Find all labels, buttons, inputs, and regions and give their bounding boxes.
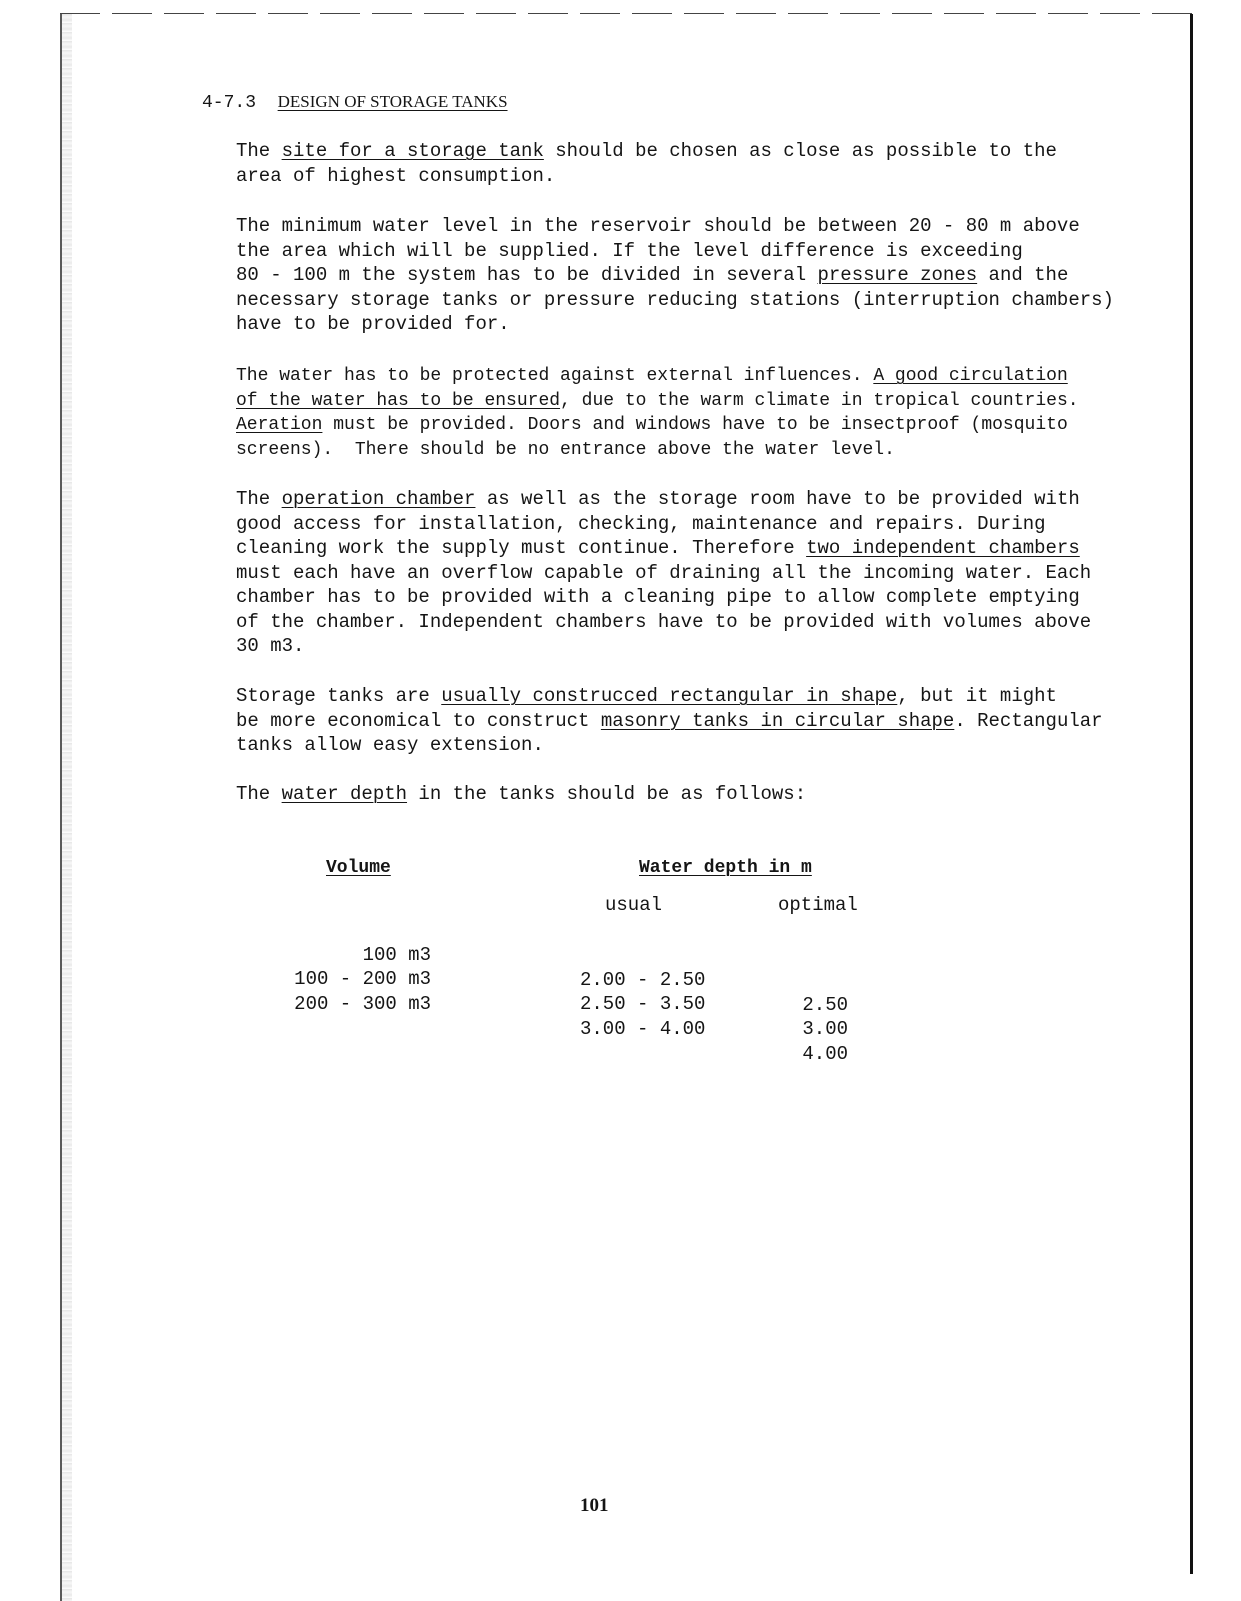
underlined-text: pressure zones (817, 264, 978, 286)
paragraph-operation-chamber (236, 487, 1156, 659)
underlined-text: Aeration (236, 415, 323, 435)
table-cell-volume: 100 - 200 m3 (294, 968, 431, 990)
text-run: , due to the warm climate in tropical countries. (560, 390, 1079, 411)
underlined-text: water depth (281, 783, 408, 805)
text-run: of the chamber. Independent chambers have to be provided with volumes above (236, 610, 1092, 633)
underlined-text: operation chamber (281, 488, 476, 510)
text-run: The (236, 488, 282, 510)
table-cell-optimal: 4.00 (802, 1043, 848, 1065)
text-run: necessary storage tanks or pressure reducing stations (interruption chambers) (236, 288, 1114, 311)
underlined-text: A good circulation (873, 366, 1068, 386)
text-run: chamber has to be provided with a cleaning pipe to allow complete emptying (236, 586, 1080, 608)
page-number: 101 (580, 1495, 609, 1516)
text-run: and the (977, 264, 1069, 286)
paragraph-protection (236, 364, 1156, 462)
section-title: DESIGN OF STORAGE TANKS (277, 92, 508, 111)
text-run: tanks allow easy extension. (236, 734, 544, 756)
text-run: The (236, 140, 282, 162)
text-run: 30 m3. (236, 635, 305, 657)
table-header-volume: Volume (326, 858, 391, 878)
paragraph-water-level (236, 214, 1156, 337)
underlined-text: masonry tanks in circular shape (600, 709, 955, 732)
text-run: The minimum water level in the reservoir should be between 20 - 80 m above (236, 215, 1080, 237)
table-cell-optimal: 2.50 (802, 994, 848, 1016)
section-number: 4-7.3 (202, 93, 257, 113)
section-heading (202, 90, 508, 115)
paragraph-site (236, 139, 1156, 188)
text-run: as well as the storage room have to be provided with (475, 488, 1080, 510)
text-run: . Rectangular (954, 709, 1103, 732)
text-run: Storage tanks are (236, 685, 442, 707)
scan-right-border (1190, 14, 1193, 1574)
table-cell-volume: 100 m3 (362, 944, 431, 966)
table-subheader-usual: usual (605, 894, 663, 916)
text-run: screens). There should be no entrance above the water level. (236, 439, 895, 460)
text-run: the area which will be supplied. If the level difference is exceeding (236, 239, 1023, 262)
underlined-text: two independent chambers (806, 537, 1080, 559)
table-cell-usual: 2.00 - 2.50 (580, 969, 706, 991)
text-run: 80 - 100 m the system has to be divided in several (236, 264, 818, 286)
underlined-text: site for a storage tank (281, 140, 544, 162)
scan-left-border (60, 14, 62, 1601)
paragraph-tank-shape (236, 684, 1156, 758)
scan-top-border (60, 13, 1192, 14)
table-cell-usual: 2.50 - 3.50 (580, 993, 706, 1015)
text-run: have to be provided for. (236, 313, 510, 335)
text-run: area of highest consumption. (236, 164, 556, 187)
table-cell-optimal: 3.00 (802, 1018, 848, 1040)
table-header-water-depth: Water depth in m (639, 858, 812, 878)
text-run: must be provided. Doors and windows have to be insectproof (mosquito (322, 415, 1068, 435)
text-run: in the tanks should be as follows: (407, 783, 807, 805)
table-cell-volume: 200 - 300 m3 (294, 993, 431, 1015)
underlined-text: usually construcced rectangular in shape (441, 685, 898, 707)
text-run: The water has to be protected against external influences. (236, 366, 874, 386)
table-cell-usual: 3.00 - 4.00 (580, 1018, 706, 1040)
text-run: good access for installation, checking, maintenance and repairs. During (236, 512, 1046, 535)
text-run: , but it might (897, 685, 1057, 707)
paragraph-water-depth (236, 782, 1156, 807)
text-run: cleaning work the supply must continue. Therefore (236, 537, 807, 559)
underlined-text: of the water has to be ensured (236, 390, 561, 411)
text-run: be more economical to construct (236, 709, 601, 732)
text-run: must each have an overflow capable of draining all the incoming water. Each (236, 561, 1092, 584)
table-subheader-optimal: optimal (778, 894, 858, 916)
text-run: The (236, 783, 282, 805)
text-run: should be chosen as close as possible to the (543, 140, 1057, 162)
